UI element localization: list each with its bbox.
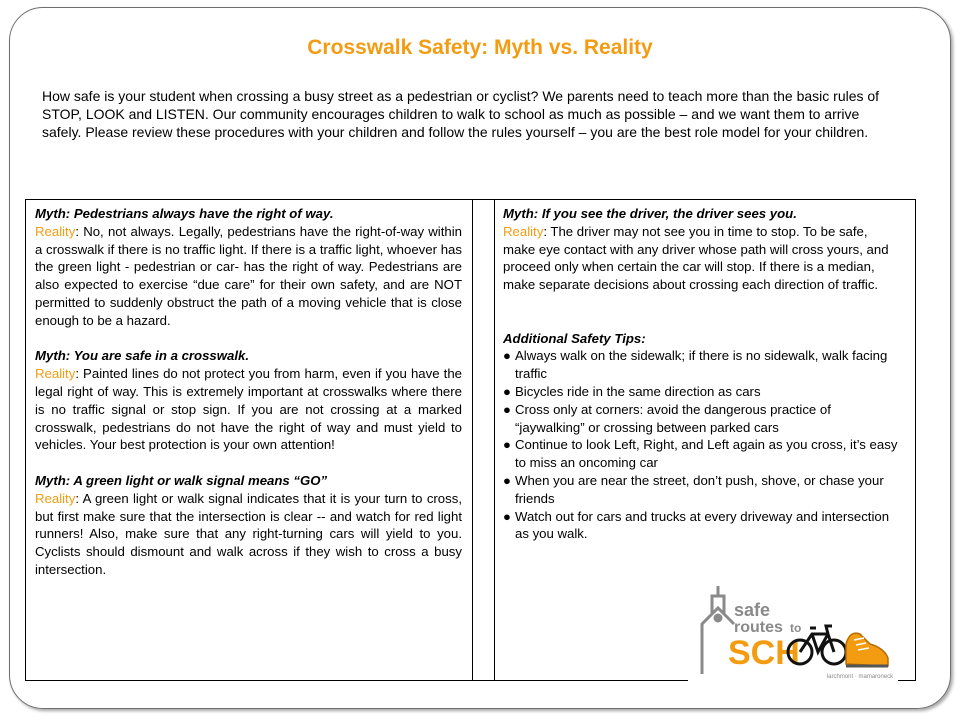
list-item: [503, 472, 901, 508]
intro-paragraph: How safe is your student when crossing a busy street as a pedestrian or cyclist? We parents need to teach more than the basic rules of STOP, LOOK and LISTEN. Our community encourages children to walk to school as much as possible – and we want them to arrive safely. Please review these procedures with your children and follow the rules yourself – you are the best role model for your children.: [42, 88, 880, 140]
bullet-icon: ●: [503, 348, 511, 364]
reality-text: : A green light or walk signal indicates that it is your turn to cross, but first make sure that the intersection is clear -- and watch for red light runners! Also, make sure that any right-turning cars will yield to you. Cyclists should dismount and walk across if they wish to cross a busy intersection.: [35, 490, 462, 577]
myth-heading: Myth: Pedestrians always have the right of way.: [35, 206, 334, 221]
right-column: [503, 205, 901, 543]
list-item: [503, 508, 901, 544]
bullet-icon: ●: [503, 437, 511, 453]
myth-heading: Myth: If you see the driver, the driver sees you.: [503, 206, 797, 221]
tip-text: Continue to look Left, Right, and Left again as you cross, it’s easy to miss an oncoming car: [515, 437, 898, 471]
reality-paragraph: [35, 365, 462, 454]
list-item: [503, 383, 901, 401]
page-title: Crosswalk Safety: Myth vs. Reality: [307, 36, 653, 59]
bullet-icon: ●: [503, 401, 511, 417]
table-divider-2: [494, 199, 495, 681]
tip-text: Bicycles ride in the same direction as cars: [515, 383, 761, 399]
tip-text: Watch out for cars and trucks at every driveway and intersection as you walk.: [515, 508, 890, 542]
reality-text: : Painted lines do not protect you from harm, even if you have the legal right of way. This is extremely important at crosswalks where there is no traffic signal or stop sign. If you are not crossing at a marked crosswalk, pedestrians do not have the right of way and must yield to vehicles. Your best protection is your own attention!: [35, 366, 462, 453]
safe-routes-logo: [688, 578, 898, 682]
myth-heading: Myth: You are safe in a crosswalk.: [35, 348, 250, 364]
list-item: [503, 436, 901, 472]
table-divider-1: [472, 199, 473, 681]
tips-heading: Additional Safety Tips:: [503, 330, 646, 346]
reality-label: Reality: [35, 490, 76, 506]
logo-text-routes: routes: [734, 619, 783, 636]
logo-text-school: SCH: [728, 634, 800, 672]
reality-paragraph: [35, 490, 462, 579]
reality-label: Reality: [503, 223, 544, 239]
logo-text-to: to: [790, 621, 802, 635]
reality-label: Reality: [35, 223, 76, 239]
left-column: [35, 205, 462, 579]
reality-paragraph: [35, 223, 462, 330]
sneaker-icon: [846, 633, 888, 666]
tips-list: [503, 347, 901, 543]
tip-text: When you are near the street, don’t push, shove, or chase your friends: [515, 472, 884, 506]
reality-paragraph: [503, 223, 901, 294]
logo-text-safe: safe: [734, 600, 771, 620]
logo-place: larchmont · mamaroneck: [826, 674, 894, 680]
list-item: [503, 401, 901, 437]
table-border-right: [915, 199, 916, 681]
tip-text: Cross only at corners: avoid the dangerous practice of “jaywalking” or crossing between parked cars: [515, 401, 831, 435]
myth-heading: Myth: A green light or walk signal means “GO”: [35, 472, 328, 488]
reality-text: : The driver may not see you in time to stop. To be safe, make eye contact with any driver whose path will cross yours, and proceed only when certain the car will stop. If there is a median, make separate decisions about crossing each direction of traffic.: [503, 223, 889, 293]
logo-graphic: [688, 578, 898, 682]
reality-label: Reality: [35, 366, 76, 382]
table-border-left: [25, 199, 26, 681]
bullet-icon: ●: [503, 383, 511, 399]
bullet-icon: ●: [503, 508, 511, 524]
bullet-icon: ●: [503, 472, 511, 488]
list-item: [503, 347, 901, 383]
tip-text: Always walk on the sidewalk; if there is no sidewalk, walk facing traffic: [515, 348, 888, 382]
reality-text: : No, not always. Legally, pedestrians have the right-of-way within a crosswalk if there is no traffic light. If there is a traffic light, whoever has the green light - pedestrian or car- has the right of way. Pedestrians are also expected to exercise “due care” for their own safety, and are NOT permitted to suddenly obstruct the path of a moving vehicle that is close enough to be a hazard.: [35, 223, 462, 328]
